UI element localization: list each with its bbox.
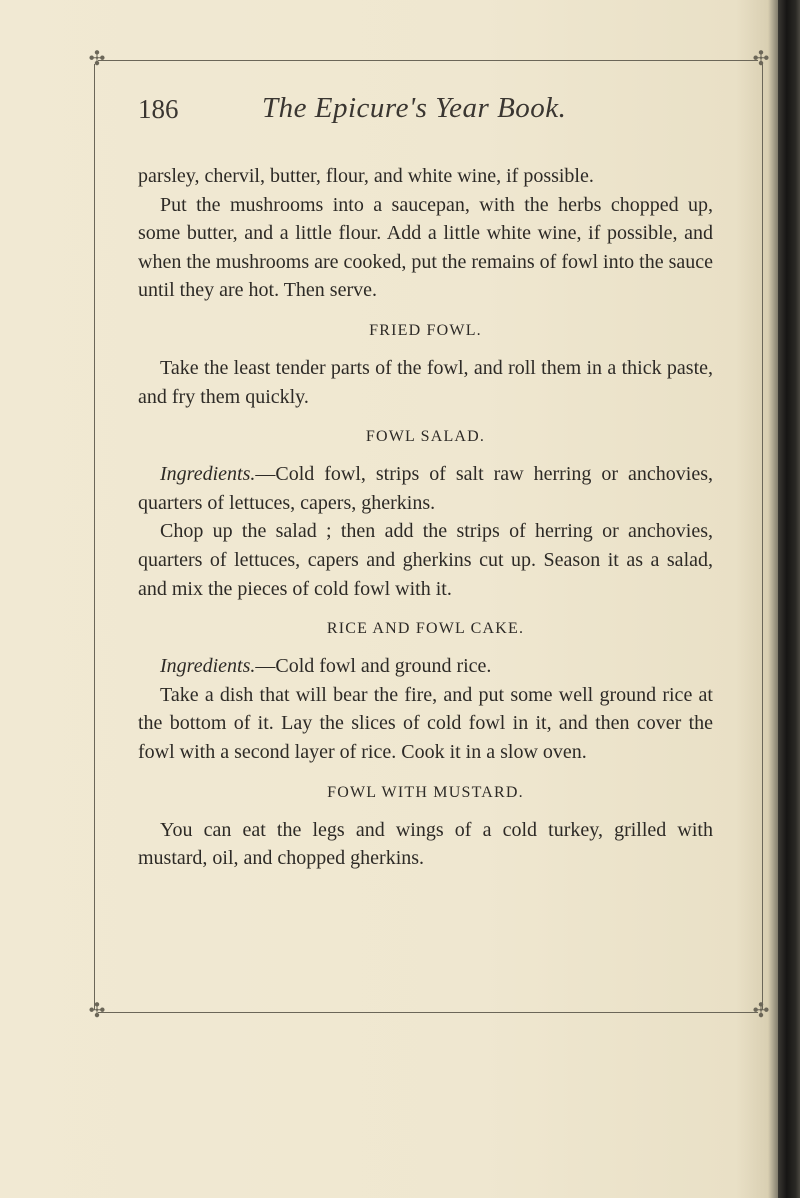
fried-fowl-paragraph: Take the least tender parts of the fowl, and roll them in a thick paste, and fry them quickly. [138,356,713,408]
ingredients-label: Ingredients. [160,655,256,678]
page-body [138,162,713,873]
top-left-ornament-icon: ✣ [88,48,106,70]
ingredients-text: —Cold fowl, strips of salt raw herring or anchovies, quarters of lettuces, capers, gherkins. [138,463,713,514]
top-right-ornament-icon: ✣ [752,48,770,70]
fowl-salad-paragraph: Chop up the salad ; then add the strips of herring or anchovies, quarters of lettuces, capers and gherkins cut up. Season it as a salad, and mix the pieces of cold fowl with it. [138,520,713,600]
mushrooms-paragraph: Put the mushrooms into a saucepan, with the herbs chopped up, some butter, and a little flour. Add a little white wine, if possible, and when the mushrooms are cooked, put the remains of fowl into the sauce until they are hot. Then serve. [138,193,713,302]
ingredients-text: —Cold fowl and ground rice. [255,655,492,678]
heading-fried-fowl: FRIED FOWL. [369,321,482,339]
page-number: 186 [138,94,179,124]
running-title: The Epicure's Year Book. [262,92,567,124]
rice-ingredients [138,652,713,681]
bottom-border-rule [98,1012,758,1013]
bottom-left-ornament-icon: ✣ [88,1000,106,1022]
heading-fowl-salad: FOWL SALAD. [365,428,486,446]
right-border-rule [762,64,763,1010]
salad-ingredients [138,460,713,517]
heading-fowl-with-mustard: FOWL WITH MUSTARD. [327,783,524,801]
bottom-right-ornament-icon: ✣ [752,1000,770,1022]
intro-line: parsley, chervil, butter, flour, and white wine, if possible. [138,165,594,187]
left-border-rule [94,64,95,1010]
ingredients-label: Ingredients. [160,463,256,486]
top-border-rule [98,60,758,61]
book-spine-edge [778,0,800,1198]
rice-fowl-cake-paragraph: Take a dish that will bear the fire, and put some well ground rice at the bottom of it. Lay the slices of cold fowl in it, and then cover the fowl with a second layer of rice. Cook it in a slow oven. [138,683,713,763]
fowl-mustard-paragraph: You can eat the legs and wings of a cold turkey, grilled with mustard, oil, and chopped gherkins. [138,818,713,870]
heading-rice-fowl-cake: RICE AND FOWL CAKE. [326,620,525,638]
